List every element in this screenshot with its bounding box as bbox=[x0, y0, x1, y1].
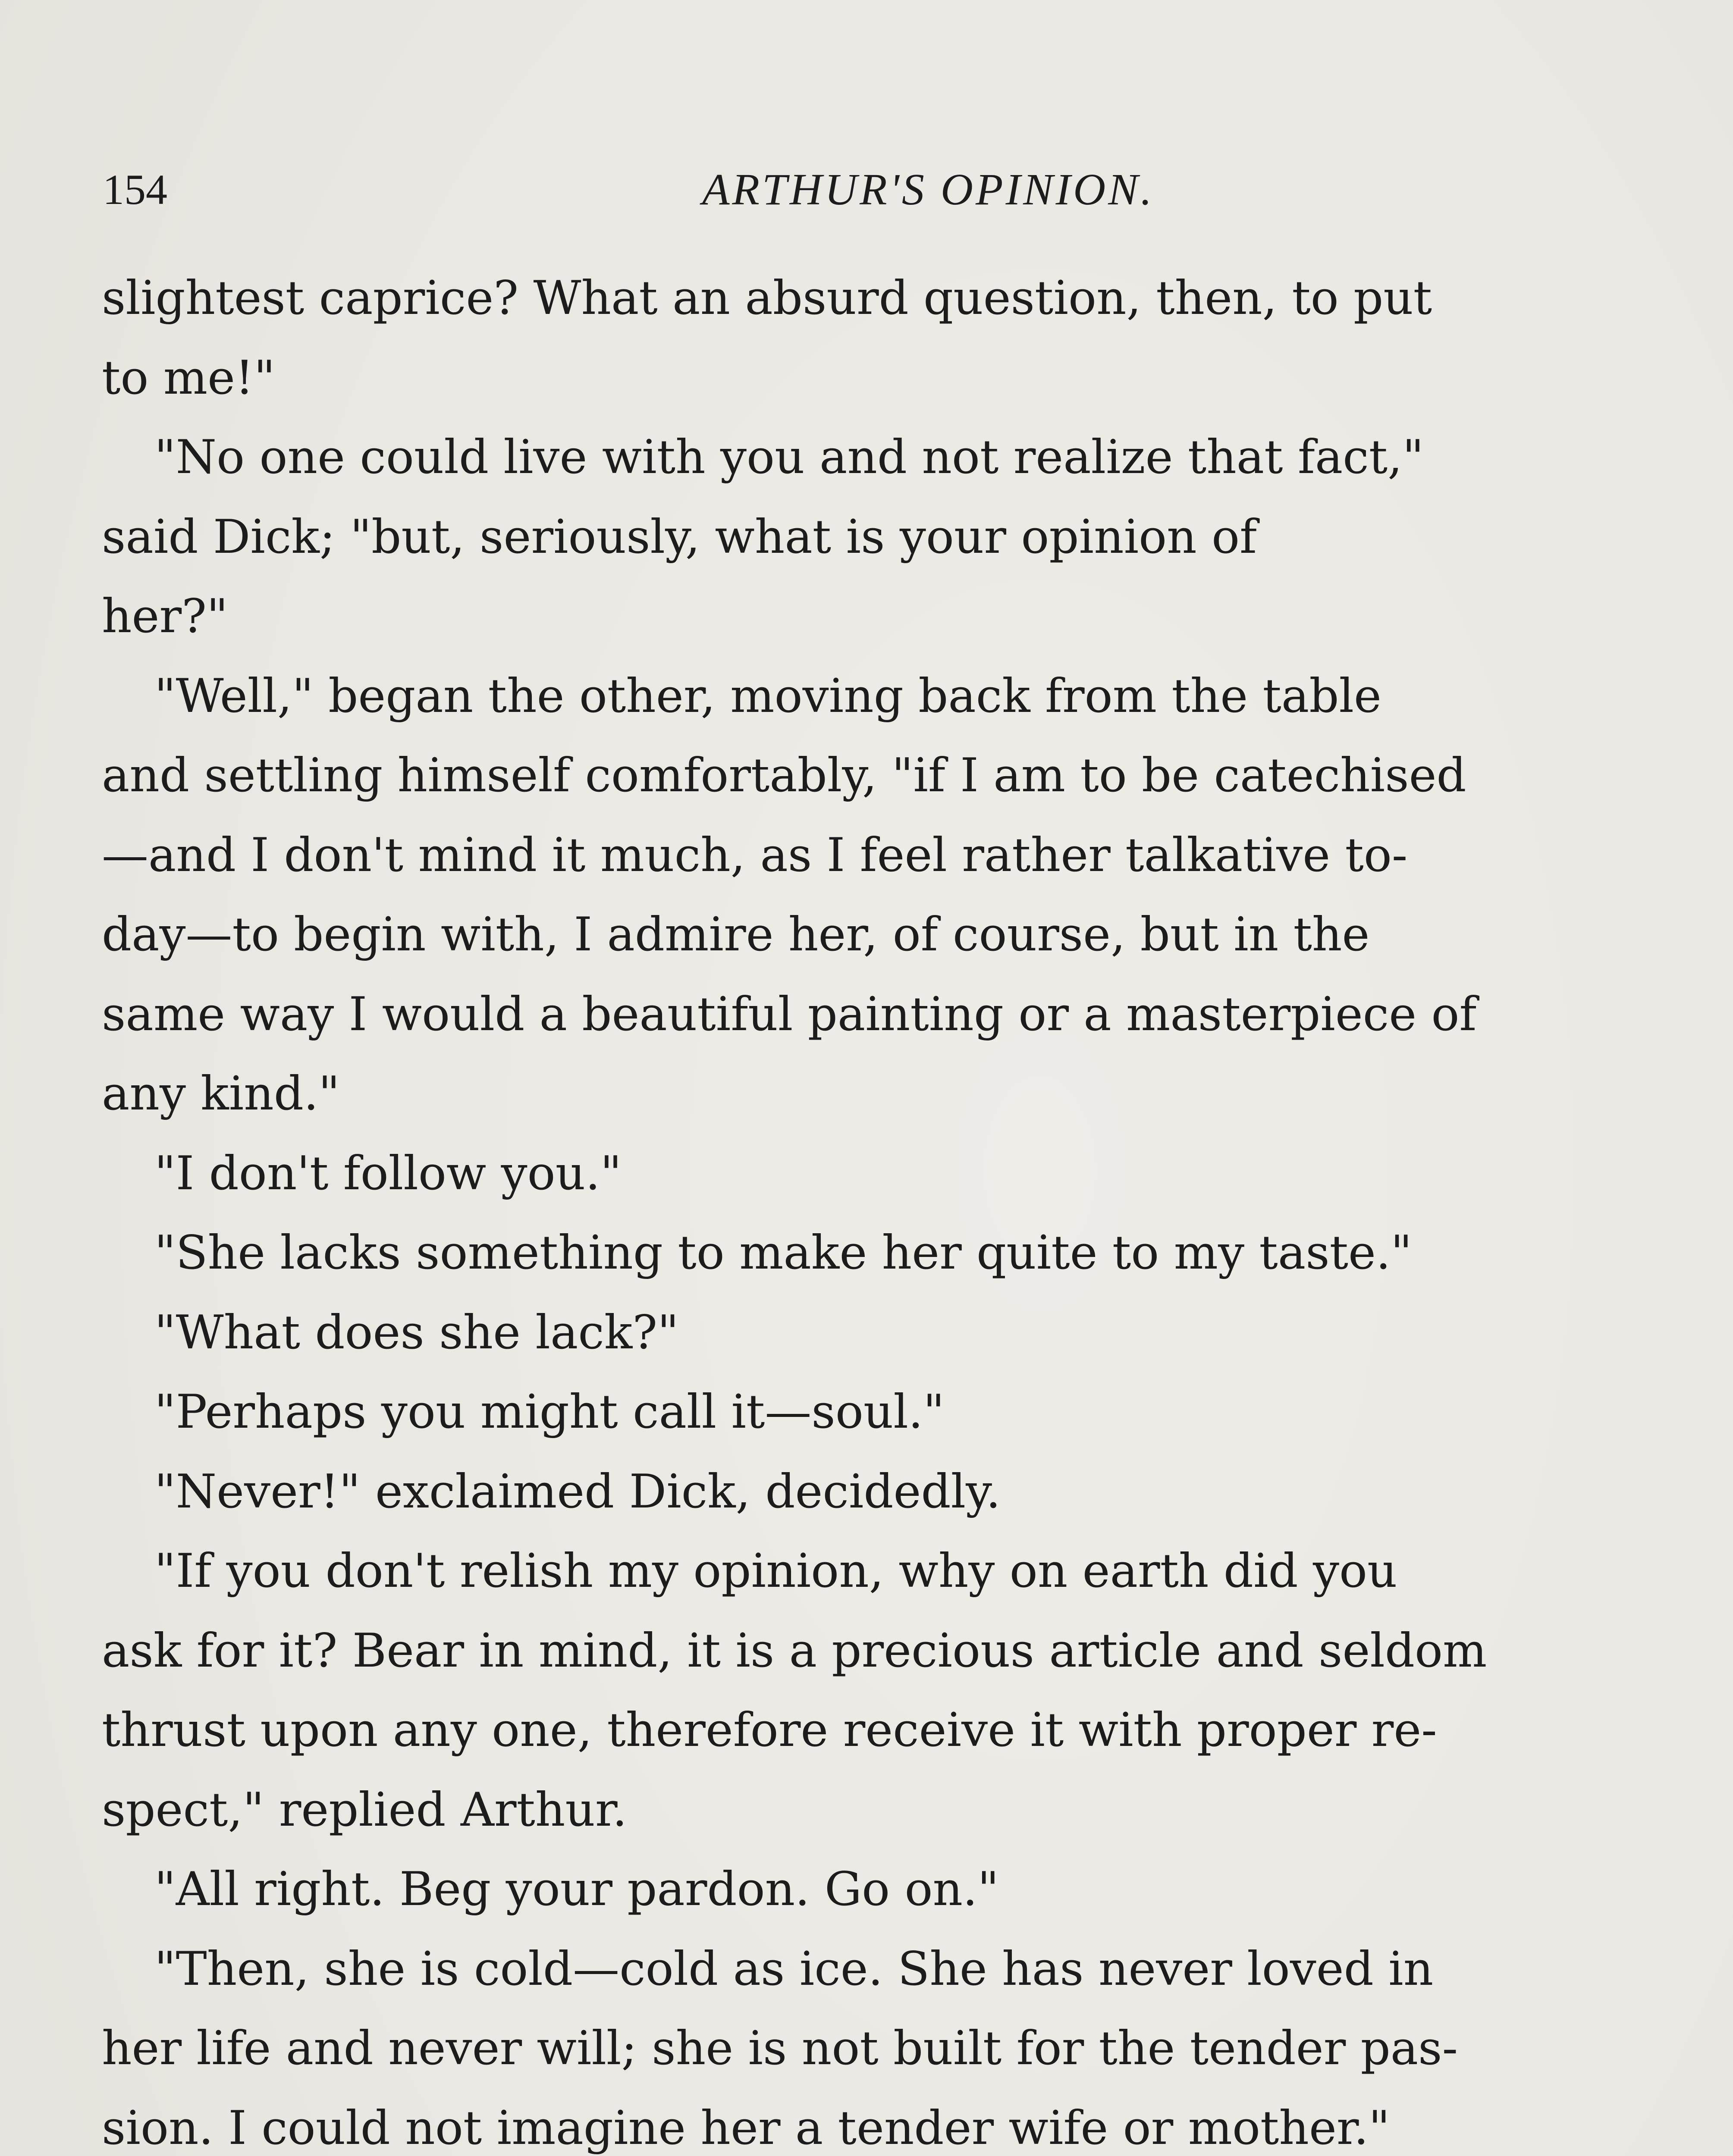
page-header bbox=[103, 160, 1638, 220]
paragraph: "What does she lack?" bbox=[154, 1305, 679, 1360]
paragraph: "No one could live with you and not realize that fact," said Dick; "but, seriously, what is your opinion of her?" bbox=[102, 430, 1424, 643]
paragraph: "Perhaps you might call it—soul." bbox=[154, 1385, 945, 1439]
paragraph: "Then, she is cold—cold as ice. She has never loved in her life and never will; she is not built for the tender pas- sion. I could not imagine her a tender wife or mother." bbox=[102, 1942, 1458, 2155]
paragraph: slightest caprice? What an absurd question, then, to put to me!" bbox=[102, 271, 1432, 405]
paragraph: "Never!" exclaimed Dick, decidedly. bbox=[154, 1464, 1001, 1519]
paragraph: "Well," began the other, moving back from the table and settling himself comfortably, "if I am to be catechised —and I don't mind it much, as I feel rather talkative to- day—to begin with, I admire her, of course, but in the same way I would a beautiful painting or a masterpiece of any kind." bbox=[102, 669, 1477, 1121]
body-text bbox=[102, 259, 1637, 2156]
page-number: 154 bbox=[103, 166, 167, 213]
paragraph: "She lacks something to make her quite to my taste." bbox=[154, 1226, 1412, 1280]
paragraph: "All right. Beg your pardon. Go on." bbox=[154, 1862, 999, 1916]
paragraph: "If you don't relish my opinion, why on earth did you ask for it? Bear in mind, it is a precious article and seldom thrust upon any one, therefore receive it with proper re- spect," replied Arthur. bbox=[102, 1544, 1487, 1837]
running-title: ARTHUR'S OPINION. bbox=[702, 165, 1155, 214]
paragraph: "I don't follow you." bbox=[154, 1146, 622, 1200]
